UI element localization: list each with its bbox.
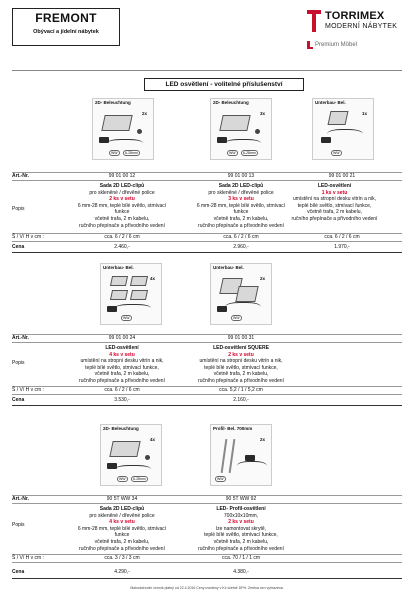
art-905tww34: 90 5T WW 34 <box>106 496 138 502</box>
logo-name: TORRIMEX <box>325 10 385 22</box>
dims-99010012: cca. 6 / 2 / 6 cm <box>104 234 140 240</box>
header-divider <box>12 70 402 71</box>
art-99010021: 99 01 00 21 <box>328 173 356 179</box>
product-image-99010024: Unterbau- Bel. 4x WW <box>100 263 162 325</box>
brand-subtitle: Obývací a jídelní nábytek <box>33 29 99 35</box>
desc-99010012: Sada 2D LED-clipů pro skleněné / dřevěné police 2 ks v setu 6 mm-28 mm, teplé bílé světlo, stmívací funkce včetně trafa, 2 m kabelu, ručního přepínače a přívodního vedení <box>77 183 167 229</box>
dims-905tww92: cca. 70 / 1 / 1 cm <box>221 555 261 561</box>
brand-box <box>12 8 120 46</box>
premium-icon <box>307 41 313 49</box>
desc-99010024: LED-osvětlení 4 ks v setu umístění na stropní desku vitrín a nik, teplé bílé světlo, stmívací funkce, včetně trafa, 2 m kabelu, ručního přepínače a přívodního vedení <box>79 345 165 384</box>
section-title: LED osvětlení - volitelné příslušenství <box>144 78 304 91</box>
label-popis-1: Popis <box>12 206 25 212</box>
desc-99010013: Sada 2D LED-clipů pro skleněné / dřevěné police 3 ks v setu 6 mm-28 mm, teplé bílé světlo, stmívací funkce včetně trafa, 2 m kabelu, ručního přepínače a přívodního vedení <box>196 183 286 229</box>
art-99010024: 99 01 00 24 <box>108 335 136 341</box>
label-cena-3: Cena <box>12 569 25 575</box>
price-99010021: 1.970,- <box>334 244 350 250</box>
price-905tww92: 4.380,- <box>233 569 249 575</box>
label-dims-1: Š / V/ H v cm : <box>12 234 44 240</box>
desc-99010031: LED-osvětlení SQUERE 2 ks v setu umístění na stropní desku vitrín a nik, teplé bílé světlo, stmívací funkce, včetně trafa, 2 m kabelu, ručního přepínače a přívodního vedení <box>198 345 284 384</box>
label-cena-1: Cena <box>12 244 25 250</box>
desc-905tww92: LED- Profil-osvětlení 700x10x10mm, 2 ks v setu lze namontovat skrytě, teplé bílé světlo, stmívací funkce, včetně trafa, 2 m kabelu, ručního přepínače a přívodního vedení <box>198 506 284 552</box>
dims-905tww34: cca. 3 / 3 / 3 cm <box>104 555 140 561</box>
dims-99010013: cca. 6 / 2 / 6 cm <box>223 234 259 240</box>
label-art-2: Art.-Nr. <box>12 335 29 341</box>
product-image-99010012: 2D- Beleuchtung 2x WW 6-28mm <box>92 98 154 160</box>
logo-mark-icon <box>307 10 321 32</box>
desc-905tww34: Sada 2D LED-clipů pro skleněné / dřevěné police 4 ks v setu 6 mm-28 mm, teplé bílé světlo, stmívací funkce včetně trafa, 2 m kabelu, ručního přepínače a přívodního vedení <box>77 506 167 552</box>
logo-tagline: MODERNÍ NÁBYTEK <box>325 23 398 30</box>
art-99010031: 99 01 00 31 <box>227 335 255 341</box>
price-905tww34: 4.290,- <box>114 569 130 575</box>
dims-99010031: cca. 5,2 / 1 / 5,2 cm <box>219 387 263 393</box>
art-905tww92: 90 5T WW 92 <box>225 496 257 502</box>
product-image-99010031: Unterbau- Bel. 2x WW <box>210 263 272 325</box>
dims-99010021: cca. 6 / 2 / 6 cm <box>324 234 360 240</box>
art-99010012: 99 01 00 12 <box>108 173 136 179</box>
label-art-3: Art.-Nr. <box>12 496 29 502</box>
price-99010013: 2.960,- <box>233 244 249 250</box>
price-99010012: 2.460,- <box>114 244 130 250</box>
product-image-905tww92: Profil- Bel. 700mm 2x WW <box>210 424 272 486</box>
price-sheet <box>12 8 402 592</box>
footer-note: Maloobchodní cenník platný od 22.4.2016 Ceny uvedeny v Kč včetně DPH. Změna cen vyhrazena. <box>130 586 284 590</box>
torrimex-logo <box>307 10 402 60</box>
label-popis-3: Popis <box>12 522 25 528</box>
art-99010013: 99 01 00 13 <box>227 173 255 179</box>
dims-99010024: cca. 6 / 2 / 6 cm <box>104 387 140 393</box>
label-cena-2: Cena <box>12 397 25 403</box>
label-popis-2: Popis <box>12 360 25 366</box>
price-99010024: 3.530,- <box>114 397 130 403</box>
brand-name: FREMONT <box>35 11 97 25</box>
product-image-99010021: Unterbau- Bel. 1x WW <box>312 98 374 160</box>
label-dims-3: Š / V/ H v cm : <box>12 555 44 561</box>
product-image-99010013: 2D- Beleuchtung 3x WW 6-28mm <box>210 98 272 160</box>
desc-99010021: LED-osvětlení 1 ks v setu umístění na stropní desku vitrín a nik, teplé bílé světlo, stmívací funkce, včetně trafa, 2 m kabelu, ručního přepínače a přívodního vedení <box>291 183 378 222</box>
label-art-1: Art.-Nr. <box>12 173 29 179</box>
logo-premium-text: Premium Möbel <box>315 42 358 48</box>
label-dims-2: Š / V/ H v cm : <box>12 387 44 393</box>
product-image-905tww34: 2D- Beleuchtung 4x WW 6-28mm <box>100 424 162 486</box>
price-99010031: 2.160,- <box>233 397 249 403</box>
